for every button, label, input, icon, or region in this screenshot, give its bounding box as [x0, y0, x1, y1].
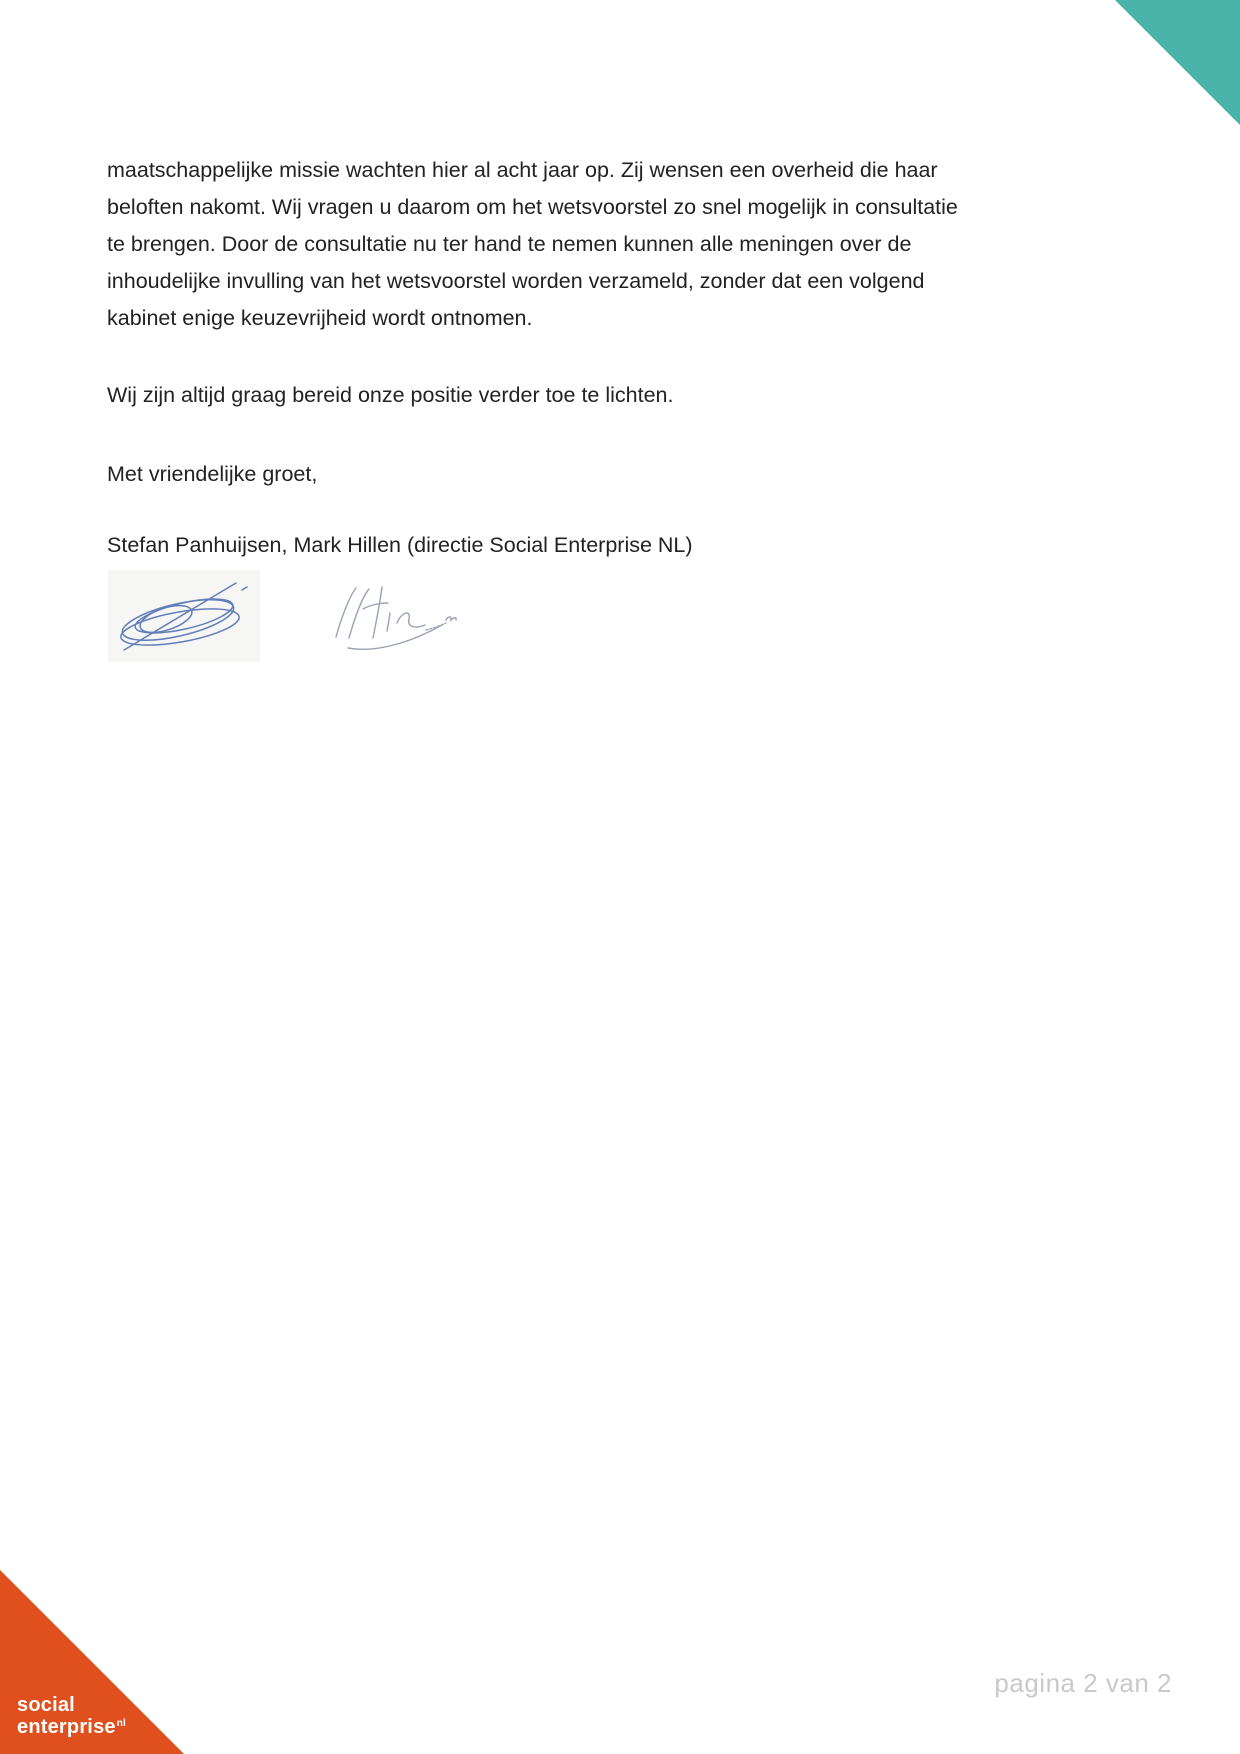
- paragraph-line: maatschappelijke missie wachten hier al acht jaar op. Zij wensen een overheid die haar: [107, 158, 938, 182]
- logo-nl-suffix: nl: [116, 1718, 127, 1729]
- logo-line-1: social: [17, 1694, 75, 1716]
- mark-hillen-signature: [330, 583, 465, 658]
- paragraph-line: kabinet enige keuzevrijheid wordt ontnomen.: [107, 306, 533, 330]
- closing-text: Met vriendelijke groet,: [107, 462, 318, 486]
- logo-line-2: enterprise$^{nl}$: [17, 1716, 127, 1738]
- signature-ink-icon: [330, 583, 465, 658]
- social-enterprise-logo: [17, 1694, 126, 1742]
- teal-corner-triangle-icon: [1115, 0, 1240, 125]
- paragraph-line: inhoudelijke invulling van het wetsvoorstel worden verzameld, zonder dat een volgend: [107, 269, 925, 293]
- paragraph-line: Wij zijn altijd graag bereid onze positie verder toe te lichten.: [107, 383, 674, 407]
- letter-paragraph-1: [107, 152, 958, 337]
- paragraph-line: beloften nakomt. Wij vragen u daarom om het wetsvoorstel zo snel mogelijk in consultatie: [107, 195, 958, 219]
- signature-ink-icon: [108, 570, 260, 662]
- signatories-text: Stefan Panhuijsen, Mark Hillen (directie Social Enterprise NL): [107, 533, 693, 557]
- stefan-panhuijsen-signature: [108, 570, 260, 662]
- paragraph-line: te brengen. Door de consultatie nu ter hand te nemen kunnen alle meningen over de: [107, 232, 912, 256]
- letter-signatories: [107, 527, 693, 564]
- page-number: pagina 2 van 2: [994, 1668, 1172, 1698]
- letter-closing: [107, 456, 317, 493]
- letter-paragraph-2: [107, 377, 673, 414]
